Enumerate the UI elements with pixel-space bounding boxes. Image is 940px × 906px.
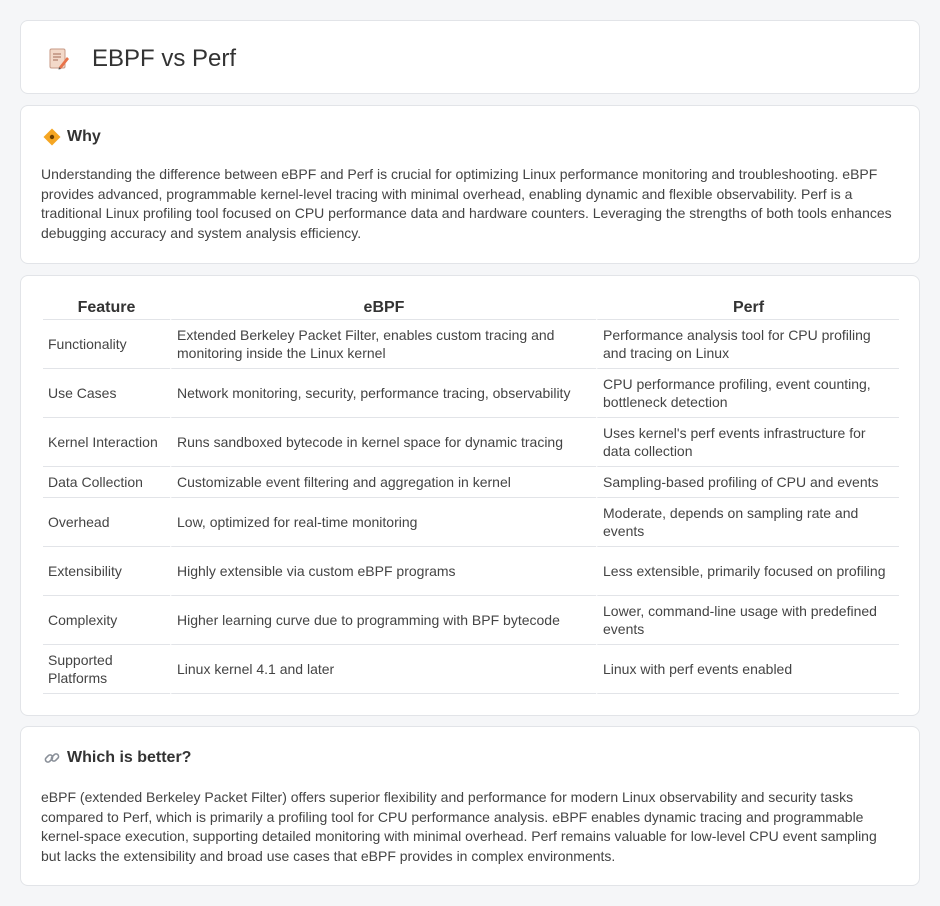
column-header-ebpf: eBPF [170,296,596,320]
perf-cell: Uses kernel's perf events infrastructure for data collection [596,418,899,467]
ebpf-cell: Network monitoring, security, performance tracing, observability [170,369,596,418]
ebpf-cell: Highly extensible via custom eBPF programs [170,547,596,596]
feature-cell: Complexity [43,596,170,645]
better-heading [43,749,191,767]
table-header-row [43,296,899,320]
better-text: eBPF (extended Berkeley Packet Filter) offers superior flexibility and performance for modern Linux observability and security tasks compared to Perf, which is primarily a profiling tool for CPU performance analysis. eBPF enables dynamic tracing and programmable kernel-space execution, supporting detailed monitoring with minimal overhead. Perf remains valuable for low-level CPU event sampling but lacks the extensibility and broad use cases that eBPF provides in complex environments. [41,789,877,864]
table-row [43,596,899,645]
perf-cell: Linux with perf events enabled [596,645,899,694]
which-is-better-section [20,726,920,886]
feature-cell: Data Collection [43,467,170,498]
ebpf-cell: Customizable event filtering and aggregation in kernel [170,467,596,498]
why-section [20,105,920,264]
table-row [43,645,899,694]
diamond-sign-icon [43,128,61,146]
ebpf-cell: Linux kernel 4.1 and later [170,645,596,694]
better-title: Which is better? [67,749,192,766]
feature-cell: Supported Platforms [43,645,170,694]
why-text: Understanding the difference between eBPF and Perf is crucial for optimizing Linux performance monitoring and troubleshooting. eBPF provides advanced, programmable kernel-level tracing with minimal overhead, enabling dynamic and flexible observability. Perf is a traditional Linux profiling tool focused on CPU performance data and hardware counters. Leveraging the strengths of both tools enhances debugging accuracy and system analysis efficiency. [41,166,892,241]
perf-cell: Sampling-based profiling of CPU and events [596,467,899,498]
comparison-table [43,296,899,694]
document-pencil-icon [47,47,71,71]
ebpf-cell: Low, optimized for real-time monitoring [170,498,596,547]
perf-cell: Performance analysis tool for CPU profiling and tracing on Linux [596,320,899,369]
feature-cell: Kernel Interaction [43,418,170,467]
table-row [43,320,899,369]
ebpf-cell: Higher learning curve due to programming with BPF bytecode [170,596,596,645]
header-card [20,20,920,94]
table-row [43,547,899,596]
table-row [43,418,899,467]
feature-cell: Overhead [43,498,170,547]
table-row [43,498,899,547]
feature-cell: Functionality [43,320,170,369]
why-heading [43,128,101,146]
table-row [43,467,899,498]
column-header-feature: Feature [43,296,170,320]
perf-cell: Moderate, depends on sampling rate and events [596,498,899,547]
table-row [43,369,899,418]
page-title: EBPF vs Perf [92,45,237,72]
link-icon [43,749,61,767]
perf-cell: CPU performance profiling, event counting, bottleneck detection [596,369,899,418]
feature-cell: Use Cases [43,369,170,418]
ebpf-cell: Extended Berkeley Packet Filter, enables custom tracing and monitoring inside the Linux kernel [170,320,596,369]
column-header-perf: Perf [596,296,899,320]
feature-cell: Extensibility [43,547,170,596]
why-title: Why [67,128,101,145]
perf-cell: Lower, command-line usage with predefined events [596,596,899,645]
comparison-table-card [20,275,920,716]
ebpf-cell: Runs sandboxed bytecode in kernel space for dynamic tracing [170,418,596,467]
perf-cell: Less extensible, primarily focused on profiling [596,547,899,596]
